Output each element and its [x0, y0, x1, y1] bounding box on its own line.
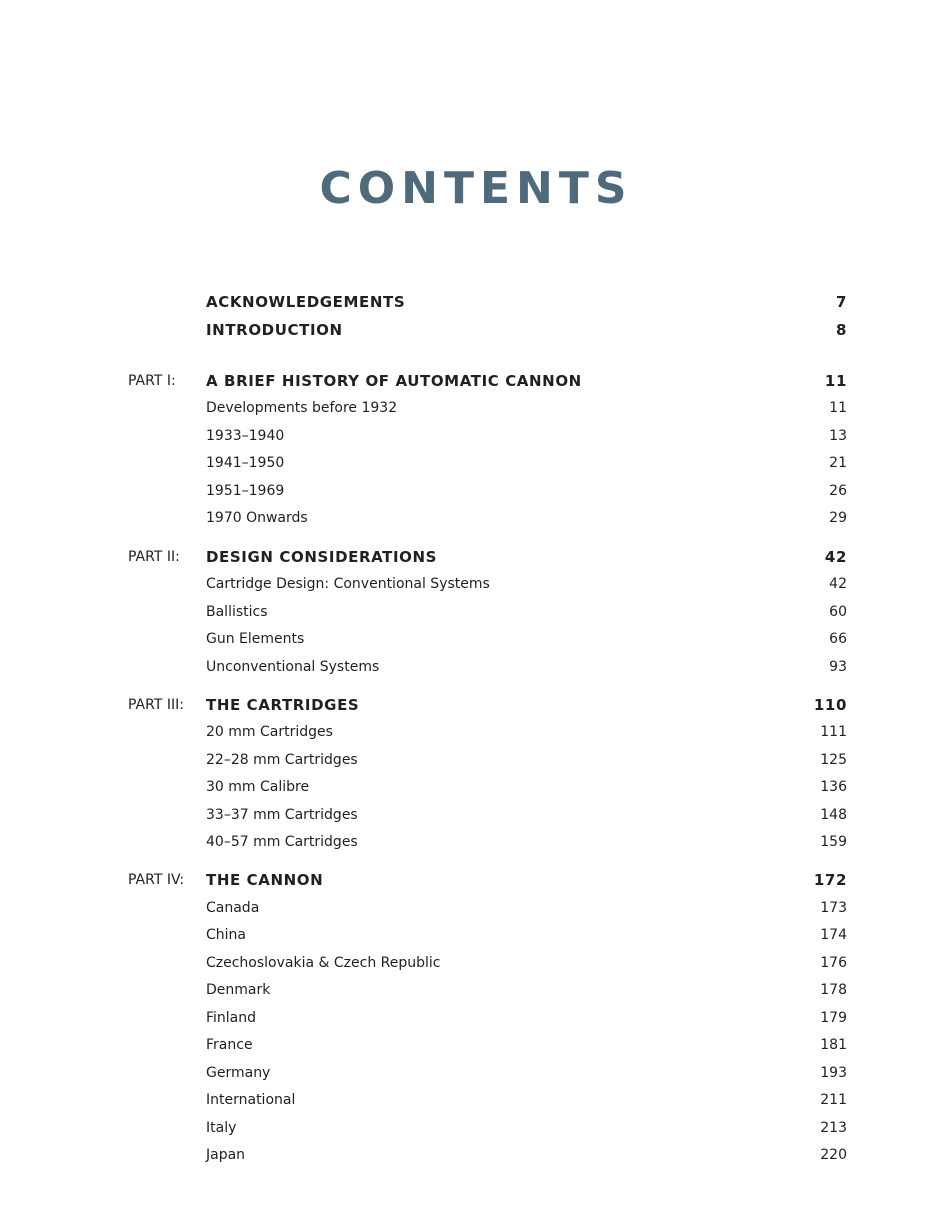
toc-entry[interactable]	[0, 573, 952, 595]
toc-entry-page: 26	[829, 483, 847, 499]
toc-entry-label: Czechoslovakia & Czech Republic	[206, 955, 441, 971]
toc-entry-label: 22–28 mm Cartridges	[206, 752, 358, 768]
toc-entry[interactable]	[0, 749, 952, 771]
toc-entry-label: Gun Elements	[206, 631, 305, 647]
toc-entry-label: 1941–1950	[206, 455, 285, 471]
toc-entry[interactable]	[0, 628, 952, 650]
toc-entry-page: 174	[820, 927, 847, 943]
toc-entry-page: 181	[820, 1037, 847, 1053]
toc-entry-label: 1951–1969	[206, 483, 285, 499]
toc-entry-page: 13	[829, 428, 847, 444]
toc-entry-label: China	[206, 927, 246, 943]
toc-entry[interactable]	[0, 425, 952, 447]
toc-entry[interactable]	[0, 897, 952, 919]
page-title: CONTENTS	[319, 163, 633, 214]
toc-entry-page: 173	[820, 900, 847, 916]
toc-entry-label: INTRODUCTION	[206, 321, 343, 339]
part-page: 110	[813, 696, 847, 714]
toc-entry[interactable]	[0, 1144, 952, 1166]
toc-entry[interactable]	[0, 507, 952, 529]
toc-part-3-heading[interactable]	[0, 694, 952, 716]
toc-entry-page: 11	[829, 400, 847, 416]
toc-entry[interactable]	[0, 480, 952, 502]
toc-entry[interactable]	[0, 1007, 952, 1029]
toc-entry[interactable]	[0, 776, 952, 798]
toc-entry[interactable]	[0, 979, 952, 1001]
toc-entry-page: 66	[829, 631, 847, 647]
toc-entry[interactable]	[0, 924, 952, 946]
toc-entry[interactable]	[0, 397, 952, 419]
toc-entry-page: 7	[835, 293, 847, 311]
toc-entry-label: 40–57 mm Cartridges	[206, 834, 358, 850]
toc-entry-label: Denmark	[206, 982, 271, 998]
toc-entry[interactable]	[0, 601, 952, 623]
toc-entry-page: 29	[829, 510, 847, 526]
toc-entry-page: 148	[820, 807, 847, 823]
toc-entry[interactable]	[0, 804, 952, 826]
toc-entry-label: Germany	[206, 1065, 271, 1081]
toc-entry-label: Japan	[206, 1147, 246, 1163]
toc-part-4-heading[interactable]	[0, 869, 952, 891]
toc-entry[interactable]	[0, 1034, 952, 1056]
toc-entry-label: International	[206, 1092, 296, 1108]
part-page: 11	[824, 372, 847, 390]
toc-entry-label: ACKNOWLEDGEMENTS	[206, 293, 406, 311]
toc-entry-label: Unconventional Systems	[206, 659, 380, 675]
toc-entry-label: Cartridge Design: Conventional Systems	[206, 576, 490, 592]
part-number: PART IV:	[128, 872, 185, 888]
toc-entry-label: 30 mm Calibre	[206, 779, 310, 795]
part-number: PART I:	[128, 373, 176, 389]
toc-entry-page: 179	[820, 1010, 847, 1026]
part-page: 42	[824, 548, 847, 566]
toc-entry-label: 1933–1940	[206, 428, 285, 444]
toc-entry-label: 20 mm Cartridges	[206, 724, 333, 740]
toc-entry[interactable]	[0, 452, 952, 474]
toc-entry-label: 1970 Onwards	[206, 510, 308, 526]
toc-entry-page: 8	[835, 321, 847, 339]
toc-entry-page: 220	[820, 1147, 847, 1163]
toc-entry-label: Canada	[206, 900, 260, 916]
toc-entry-page: 42	[829, 576, 847, 592]
part-number: PART III:	[128, 697, 184, 713]
part-title: THE CANNON	[206, 871, 324, 889]
toc-entry[interactable]	[0, 1062, 952, 1084]
toc-entry-page: 193	[820, 1065, 847, 1081]
toc-entry-label: Finland	[206, 1010, 257, 1026]
toc-entry-acknowledgements[interactable]	[0, 291, 952, 313]
toc-entry[interactable]	[0, 1117, 952, 1139]
toc-entry-introduction[interactable]	[0, 319, 952, 341]
toc-entry-page: 136	[820, 779, 847, 795]
toc-entry-label: Ballistics	[206, 604, 268, 620]
toc-entry[interactable]	[0, 1089, 952, 1111]
part-title: A BRIEF HISTORY OF AUTOMATIC CANNON	[206, 372, 582, 390]
toc-entry-page: 176	[820, 955, 847, 971]
toc-entry-page: 21	[829, 455, 847, 471]
toc-entry-page: 60	[829, 604, 847, 620]
part-page: 172	[813, 871, 847, 889]
toc-part-1-heading[interactable]	[0, 370, 952, 392]
toc-entry-label: Developments before 1932	[206, 400, 398, 416]
toc-entry-page: 213	[820, 1120, 847, 1136]
toc-entry[interactable]	[0, 831, 952, 853]
part-title: THE CARTRIDGES	[206, 696, 360, 714]
toc-entry[interactable]	[0, 952, 952, 974]
toc-entry-page: 111	[820, 724, 847, 740]
toc-entry-page: 125	[820, 752, 847, 768]
toc-entry-page: 159	[820, 834, 847, 850]
toc-entry[interactable]	[0, 656, 952, 678]
toc-entry-page: 93	[829, 659, 847, 675]
toc-entry-label: Italy	[206, 1120, 237, 1136]
part-number: PART II:	[128, 549, 180, 565]
part-title: DESIGN CONSIDERATIONS	[206, 548, 438, 566]
toc-entry[interactable]	[0, 721, 952, 743]
toc-entry-page: 178	[820, 982, 847, 998]
toc-entry-page: 211	[820, 1092, 847, 1108]
toc-entry-label: France	[206, 1037, 253, 1053]
toc-entry-label: 33–37 mm Cartridges	[206, 807, 358, 823]
toc-part-2-heading[interactable]	[0, 546, 952, 568]
